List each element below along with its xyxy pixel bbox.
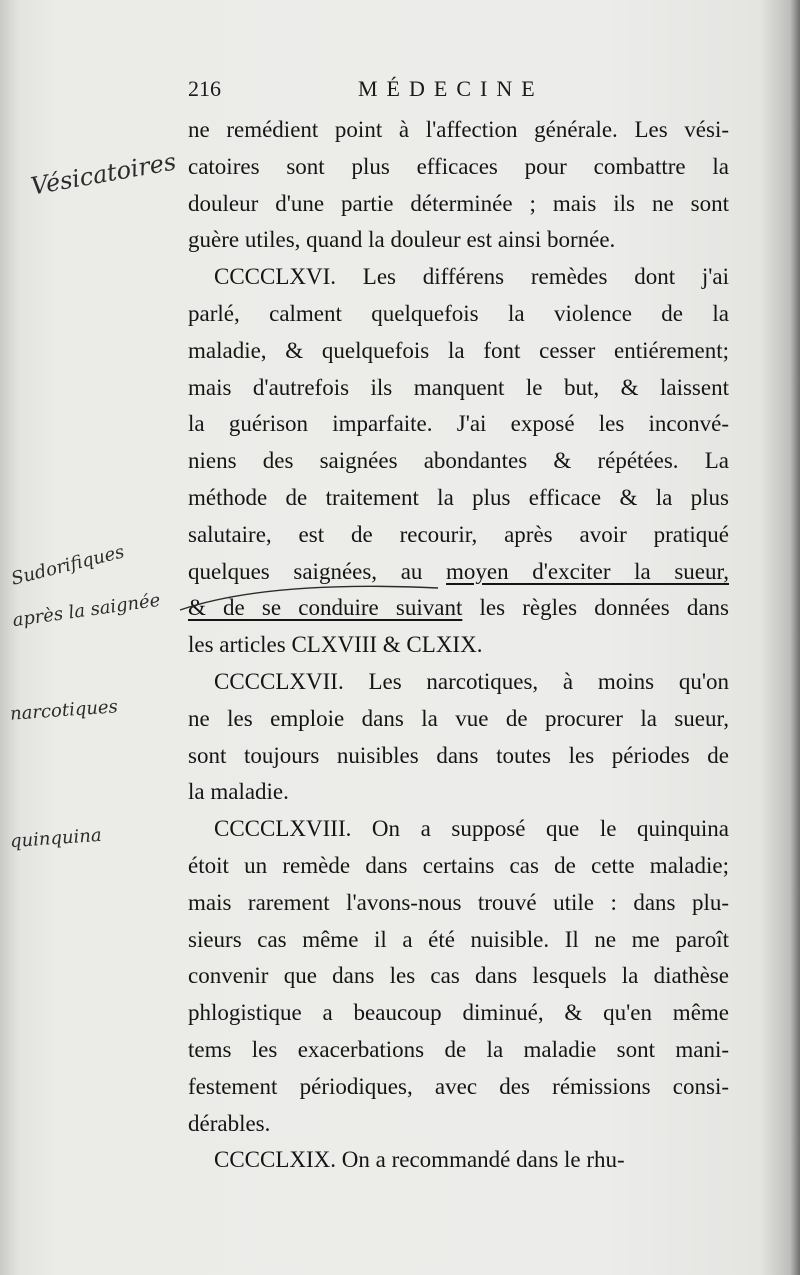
text-line: sont toujours nuisibles dans toutes les périodes de [188, 742, 729, 768]
text-line: parlé, calment quelquefois la violence de la [188, 300, 729, 326]
paragraph-start-469: CCCCLXIX. On a recommandé dans le rhu- [214, 1147, 625, 1173]
text-line: les articles CLXVIII & CLXIX. [188, 632, 483, 658]
text-line: ne remédient point à l'affection générale. Les vési- [188, 117, 729, 142]
paragraph-start-467: CCCCLXVII. Les narcotiques, à moins qu'on [214, 668, 729, 694]
text-line: la guérison imparfaite. J'ai exposé les inconvé- [188, 411, 729, 437]
underlined-phrase: moyen d'exciter la sueur, [446, 558, 729, 584]
text-segment: quelques saignées, au [188, 558, 447, 584]
text-line: douleur d'une partie déterminée ; mais ils ne sont [188, 190, 729, 216]
body-text [188, 112, 729, 1179]
margin-note: Sudorifiques [9, 541, 127, 590]
text-line: étoit un remède dans certains cas de cette maladie; [188, 852, 729, 878]
text-line: sieurs cas même il a été nuisible. Il ne me paroît [188, 926, 729, 952]
text-segment: les règles données dans [462, 595, 729, 621]
text-line: méthode de traitement la plus efficace & la plus [188, 484, 729, 510]
text-line: tems les exacerbations de la maladie sont mani- [188, 1036, 729, 1062]
margin-note: quinquina [9, 824, 103, 853]
text-line: la maladie. [188, 779, 289, 805]
text-line: mais rarement l'avons-nous trouvé utile : dans plu- [188, 889, 729, 915]
margin-note: narcotiques [9, 696, 119, 725]
page-number: 216 [188, 76, 221, 101]
text-line: convenir que dans les cas dans lesquels la diathèse [188, 963, 729, 989]
text-line: catoires sont plus efficaces pour combattre la [188, 153, 729, 179]
text-line: mais d'autrefois ils manquent le but, & laissent [188, 374, 729, 400]
text-line: ne les emploie dans la vue de procurer la sueur, [188, 705, 729, 731]
page-header [188, 76, 728, 112]
text-line: dérables. [188, 1110, 271, 1136]
paragraph-start-466: CCCCLXVI. Les différens remèdes dont j'ai [214, 264, 729, 290]
handwritten-underline-arc [178, 578, 478, 621]
text-line: festement périodiques, avec des rémissions consi- [188, 1073, 729, 1099]
text-line: niens des saignées abondantes & répétées. La [188, 448, 729, 474]
text-line: salutaire, est de recourir, après avoir pratiqué [188, 521, 729, 547]
margin-note: Vésicatoires [28, 147, 179, 201]
underlined-phrase: & de se conduire suivant [188, 595, 463, 621]
text-line: phlogistique a beaucoup diminué, & qu'en même [188, 1000, 729, 1026]
paragraph-start-468: CCCCLXVIII. On a supposé que le quinquina [214, 816, 729, 842]
text-line: maladie, & quelquefois la font cesser entiérement; [188, 337, 729, 363]
running-title: MÉDECINE [358, 76, 544, 101]
text-line: guère utiles, quand la douleur est ainsi bornée. [188, 227, 616, 253]
margin-note: après la saignée [11, 589, 162, 632]
